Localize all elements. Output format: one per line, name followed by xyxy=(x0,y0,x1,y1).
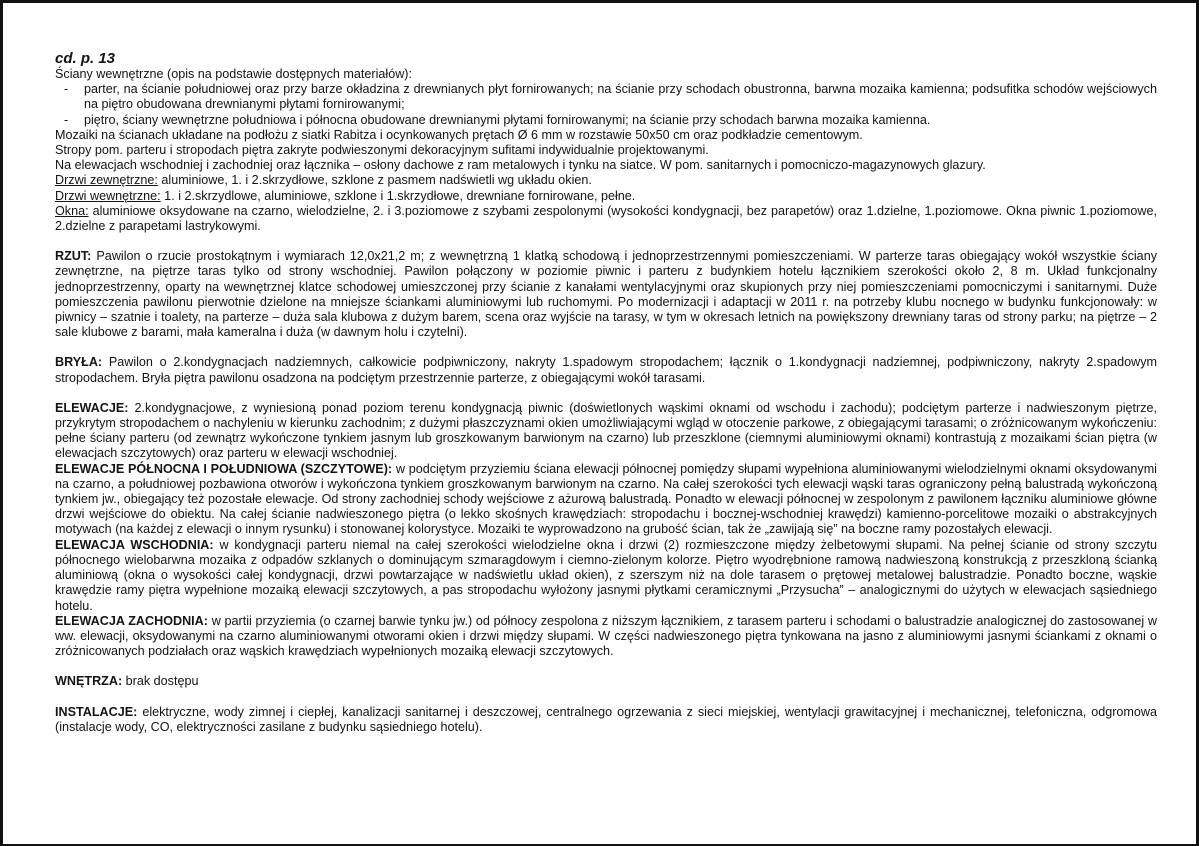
wnetrza-label: WNĘTRZA: xyxy=(55,674,123,689)
mosaics-paragraph: Mozaiki na ścianach układane na podłożu z siatki Rabitza i ocynkowanych prętach Ø 6 mm w rozstawie 50x50 cm oraz podkładzie cementowym. xyxy=(55,127,863,142)
elewacje-pn-pd-section xyxy=(55,462,1157,538)
internal-doors-text: 1. i 2.skrzydlowe, aluminiowe, szklone i 1.skrzydłowe, drewniane fornirowane, pełne. xyxy=(160,188,636,203)
elewacja-zachodnia-text: w partii przyziemia (o czarnej barwie tynku jw.) od północy zespolona z niższym łącznikiem, z tarasem parteru i schodami o balustradzie analogicznej do zastosowanej w ww. elewacji, oksydowanymi na czarno aluminiowanymi otworami okien i drzwi między słupami. W części nadwieszonego piętra tynkowana na jasno z aluminiowymi jasnymi ściankami z oknami o zróżnicowanych podziałach oraz wąskich krawędziach wypełnionych mozaiką elewacji szczytowych. xyxy=(55,613,1157,659)
internal-doors-paragraph xyxy=(55,189,1157,204)
external-doors-text: aluminiowe, 1. i 2.skrzydłowe, szklone z pasmem nadświetli wg układu okien. xyxy=(157,173,592,188)
elewacje-pn-pd-text: w podciętym przyziemiu ściana elewacji północnej pomiędzy słupami wypełniona aluminiowanymi wielodzielnymi oknami oksydowanymi na czarno, a południowej pozbawiona otworów i wykończona tynkiem groszkowanym barwionym na czarno. Na całej szerokości tych elewacji wąski taras ograniczony pełną balustradą wykończoną tynkiem jw., obiegający też pozostałe elewacje. Od strony zachodniej schody wejściowe z ażurową balustradą. Ponadto w elewacji północnej w zespolonym z pawilonem łączniku aluminiowe główne drzwi wejściowe do obiektu. Na całej ścianie nadwieszonego piętra (o lekko skośnych krawędziach: stropodachu i bocznej-wschodniej krawędzi) kamienno-porcelitowe mozaiki o abstrakcyjnych motywach (na każdej z elewacji o innym rysunku) i stonowanej kolorystyce. Mozaiki te wyprowadzono na grubość ścian, tak że „zawijają się” na boczne ramy pozostałych elewacji. xyxy=(55,461,1157,537)
interior-walls-list xyxy=(55,82,1157,128)
elevations-cover-paragraph: Na elewacjach wschodniej i zachodniej oraz łącznika – osłony dachowe z ram metalowych i tynku na siatce. W pom. sanitarnych i pomocniczo-magazynowych glazury. xyxy=(55,158,986,173)
scan-border-left xyxy=(0,0,3,846)
windows-text: aluminiowe oksydowane na czarno, wielodzielne, 2. i 3.poziomowe z szybami zespolonymi (wysokości kondygnacji, bez parapetów) oraz 1.dzielne, 1.poziomowe. Okna piwnic 1.poziomowe, 2.dzielne z parapetami lastrykowymi. xyxy=(55,203,1157,234)
rzut-label: RZUT: xyxy=(55,249,92,264)
section-spacer xyxy=(55,659,1157,674)
elewacje-pn-pd-label: ELEWACJE PÓŁNOCNA I POŁUDNIOWA (SZCZYTOWE): xyxy=(55,461,393,476)
elewacja-zachodnia-label: ELEWACJA ZACHODNIA: xyxy=(55,613,208,628)
bryla-label: BRYŁA: xyxy=(55,355,103,370)
bryla-section xyxy=(55,355,1157,385)
ceilings-paragraph: Stropy pom. parteru i stropodach piętra zakryte podwieszonymi dekoracyjnym sufitami indywidualnie projektowanymi. xyxy=(55,143,709,158)
external-doors-paragraph xyxy=(55,173,1157,188)
internal-doors-label: Drzwi wewnętrzne: xyxy=(55,188,161,203)
wnetrza-section xyxy=(55,674,1157,689)
interior-walls-intro: Ściany wewnętrzne (opis na podstawie dostępnych materiałów): xyxy=(55,67,413,81)
list-item-text: parter, na ścianie południowej oraz przy barze okładzina z drewnianych płyt fornirowanych; na ścianie przy schodach obustronna, barwna mozaika kamienna; podsufitka schodów wejściowych na piętro obudowana drewnianymi płytami fornirowanymi; xyxy=(84,82,1157,112)
elewacja-wschodnia-label: ELEWACJA WSCHODNIA: xyxy=(55,537,214,552)
rzut-section xyxy=(55,249,1157,340)
wnetrza-text: brak dostępu xyxy=(122,674,199,689)
list-item xyxy=(55,82,1157,112)
windows-paragraph xyxy=(55,204,1157,234)
page-heading: cd. p. 13 xyxy=(55,50,116,67)
elewacja-wschodnia-section xyxy=(55,538,1157,614)
section-spacer xyxy=(55,340,1157,355)
rzut-text: Pawilon o rzucie prostokątnym i wymiarach 12,0x21,2 m; z wewnętrzną 1 klatką schodową i jednoprzestrzennymi pomieszczeniami. W parterze taras obiegający wokół wszystkie ściany zewnętrzne, na piętrze taras tylko od strony wschodniej. Pawilon połączony w poziomie piwnic i parteru z budynkiem hotelu łącznikiem szerokości około 2, 8 m. Układ funkcjonalny jednoprzestrzenny, oparty na wewnętrznej klatce schodowej umieszczonej przy ścianie z kanałami wentylacyjnymi oraz skupionych przy niej pomieszczeniami pomocniczymi i sanitarnymi. Duże pomieszczenia pawilonu pierwotnie dzielone na mniejsze ściankami aluminiowymi lub ruchomymi. Po modernizacji i adaptacji w 2011 r. na potrzeby klubu nocnego w budynku funkcjonowały: w piwnicy – szatnie i toalety, na parterze – duża sala klubowa z dużym barem, scena oraz wyjście na tarasy, w tym w okresach letnich na powiększony drewniany taras od strony parku; na piętrze – 2 sale klubowe z barami, mała kameralna i duża (w dawnym holu i czytelni). xyxy=(55,249,1157,340)
section-spacer xyxy=(55,690,1157,705)
scan-border-top xyxy=(0,0,1199,3)
list-dash: - xyxy=(64,82,69,97)
instalacje-label: INSTALACJE: xyxy=(55,704,138,719)
section-spacer xyxy=(55,234,1157,249)
bryla-text: Pawilon o 2.kondygnacjach nadziemnych, całkowicie podpiwniczony, nakryty 1.spadowym stropodachem; łącznik o 1.kondygnacji nadziemnej, podpiwniczony, nakryty 2.spadowym stropodachem. Bryła piętra pawilonu osadzona na podciętym przestrzennie parterze, z obiegającymi wokół tarasami. xyxy=(55,355,1157,385)
elewacje-label: ELEWACJE: xyxy=(55,400,129,415)
elewacja-zachodnia-section xyxy=(55,614,1157,660)
document-page xyxy=(55,50,1157,735)
external-doors-label: Drzwi zewnętrzne: xyxy=(55,173,158,188)
list-dash: - xyxy=(64,112,69,127)
instalacje-text: elektryczne, wody zimnej i ciepłej, kanalizacji sanitarnej i deszczowej, centralnego ogrzewania z sieci miejskiej, wentylacji grawitacyjnej i mechanicznej, telefoniczna, odgromowa (instalacje wody, CO, elektryczności zasilane z budynku sąsiedniego hotelu). xyxy=(55,704,1157,734)
elewacje-text: 2.kondygnacjowe, z wyniesioną ponad poziom terenu kondygnacją piwnic (doświetlonych wąskimi oknami od wschodu i zachodu); podciętym parterze i nadwieszonym piętrze, przykrytym stropodachem o nachyleniu w kierunku zachodnim; z dużymi płaszczyznami okien umożliwiającymi wgląd w otoczenie parkowe, z obiegającymi tarasami; o zróżnicowanym wykończeniu: pełne ściany parteru (od zewnątrz wykończone tynkiem jasnym lub groszkowanym barwionym na czarno) lub przeszklone (ciemnymi aluminiowymi oknami) kontrastują z mozaikami ścian piętra (w elewacjach szczytowych) oraz parteru w elewacji wschodniej. xyxy=(55,400,1157,461)
list-item xyxy=(55,113,1157,128)
section-spacer xyxy=(55,386,1157,401)
elewacja-wschodnia-text: w kondygnacji parteru niemal na całej szerokości wielodzielne okna i drzwi (2) rozmieszczone między żelbetowymi słupami. Na pełnej ścianie od strony szczytu północnego wielobarwna mozaika z odpadów szklanych o dominującym szmaragdowym i ciemno-zielonym kolorze. Piętro wyodrębnione ramową nadwieszoną konstrukcją z przeszkloną ścianką aluminiową (okna o wysokości całej kondygnacji, drzwi powtarzające w nadświetlu układ okien), z szerszym niż na dole tarasem o prętowej metalowej balustradzie. Ponadto boczne, wąskie krawędzie ramy piętra wypełnione mozaiką elewacji szczytowych, a pas stropodachu wyłożony jasnymi płytkami ceramicznymi „Przysucha” – analogicznymi do użytych w elewacjach sąsiedniego hotelu. xyxy=(55,537,1157,613)
instalacje-section xyxy=(55,705,1157,735)
windows-label: Okna: xyxy=(55,203,89,218)
elewacje-section xyxy=(55,401,1157,462)
list-item-text: piętro, ściany wewnętrzne południowa i północna obudowane drewnianymi płytami fornirowanymi; na ścianie przy schodach barwna mozaika kamienna. xyxy=(84,112,931,127)
